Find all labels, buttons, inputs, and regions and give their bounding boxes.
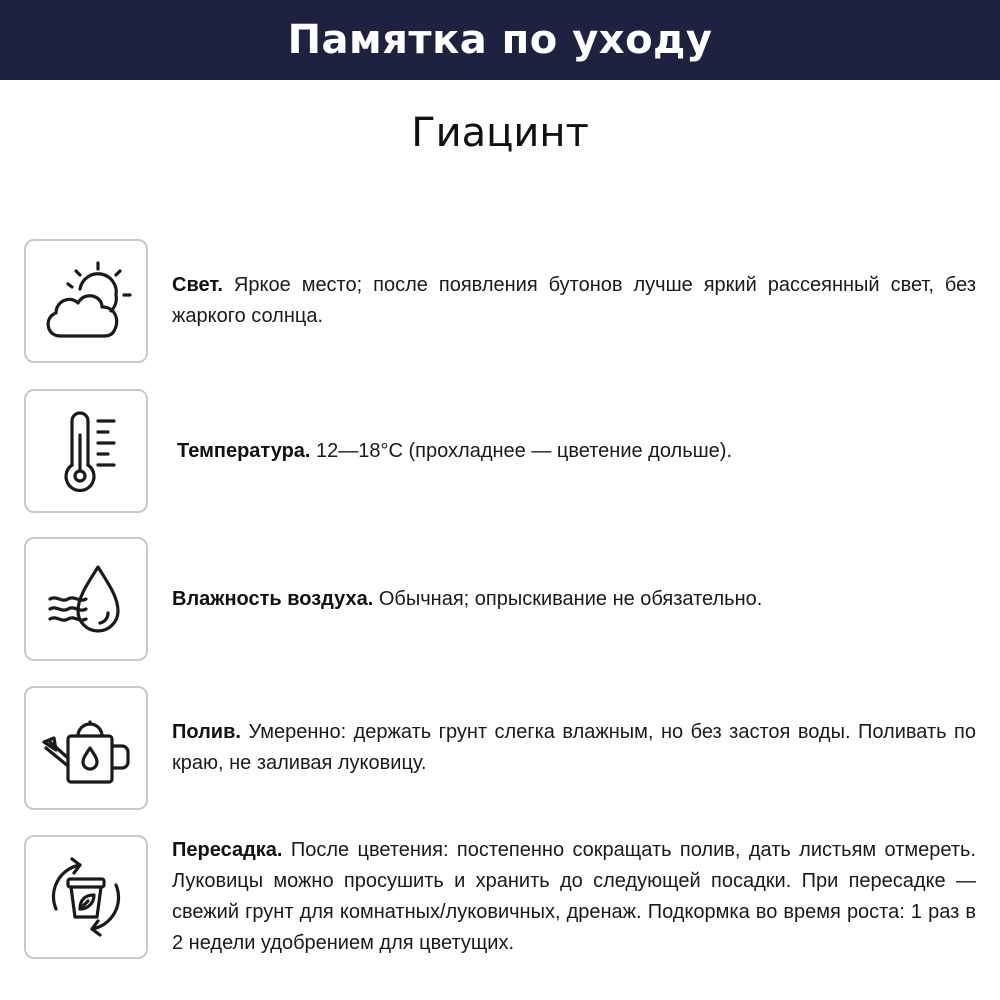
care-item-humidity — [24, 537, 976, 663]
care-item-light — [24, 239, 976, 365]
care-label: Пересадка. — [172, 839, 283, 861]
care-label: Полив. — [172, 721, 241, 743]
care-text: Обычная; опрыскивание не обязательно. — [378, 587, 763, 610]
header-bar — [0, 0, 1000, 80]
icon-box — [24, 239, 148, 363]
humidity-drop-icon — [36, 549, 136, 649]
care-description — [172, 239, 976, 363]
watering-can-icon — [36, 698, 136, 798]
icon-box — [24, 389, 148, 513]
care-text: Умеренно: держать грунт слегка влажным, но без застоя воды. Поливать по краю, не заливая луковицу. — [172, 721, 976, 774]
care-label: Температура. — [177, 439, 311, 462]
icon-box — [24, 686, 148, 810]
care-label: Влажность воздуха. — [172, 587, 374, 610]
care-item-transplant — [24, 835, 976, 961]
icon-box — [24, 537, 148, 661]
header-title: Памятка по уходу — [287, 17, 713, 63]
icon-box — [24, 835, 148, 959]
care-description — [172, 537, 976, 661]
care-description — [172, 835, 976, 959]
plant-name: Гиацинт — [411, 110, 589, 156]
care-item-temperature — [24, 389, 976, 515]
care-text: 12—18°C (прохладнее — цветение дольше). — [316, 439, 732, 462]
sun-cloud-icon — [36, 251, 136, 351]
care-label: Свет. — [172, 274, 223, 296]
care-item-watering — [24, 686, 976, 812]
thermometer-icon — [36, 401, 136, 501]
care-text: Яркое место; после появления бутонов лучше яркий рассеянный свет, без жаркого солнца. — [172, 274, 976, 327]
care-description — [172, 686, 976, 810]
care-text: После цветения: постепенно сокращать полив, дать листьям отмереть. Луковицы можно просушить и хранить до следующей посадки. При пересадке — свежий грунт для комнатных/луковичных, дренаж. Подкормка во время роста: 1 раз в 2 недели удобрением для цветущих. — [172, 839, 976, 954]
repot-icon — [36, 847, 136, 947]
care-description — [177, 389, 976, 513]
